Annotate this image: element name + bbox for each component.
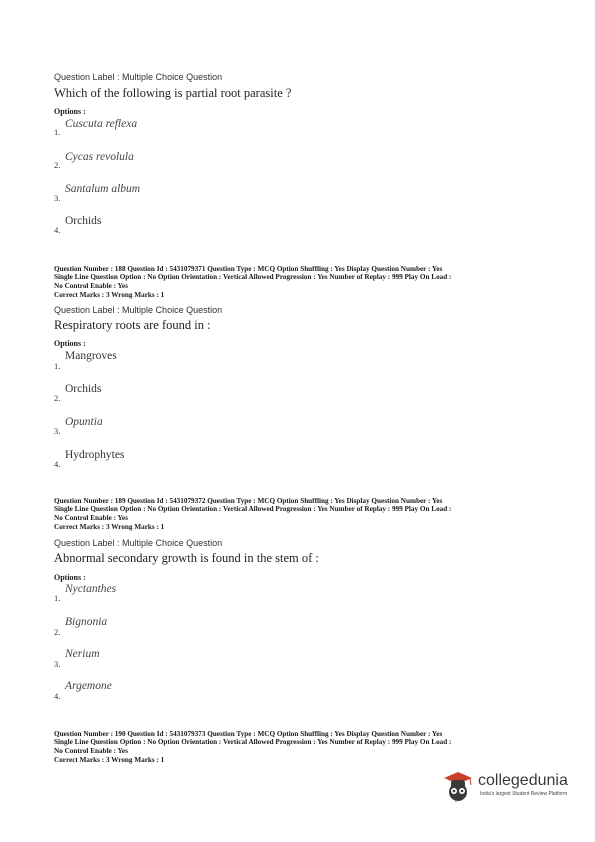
question-text: Abnormal secondary growth is found in the stem of : <box>54 551 319 565</box>
option-number: 4. <box>54 691 61 701</box>
option-text: Nyctanthes <box>65 583 117 595</box>
meta-line: No Control Enable : Yes <box>54 513 128 522</box>
question-meta <box>54 730 451 764</box>
option-text: Orchids <box>65 383 102 395</box>
logo-tagline: India's largest Student Review Platform <box>480 791 568 797</box>
option-number: 2. <box>54 393 61 403</box>
option-number: 1. <box>54 593 61 603</box>
graduate-mascot-icon <box>440 768 476 804</box>
option-number: 3. <box>54 426 61 436</box>
question-text: Which of the following is partial root parasite ? <box>54 86 292 100</box>
option-text: Nerium <box>65 648 100 660</box>
option-number: 4. <box>54 225 61 235</box>
question-label: Question Label : Multiple Choice Question <box>54 72 223 82</box>
option-number: 1. <box>54 127 61 137</box>
option-text: Hydrophytes <box>65 449 125 461</box>
marks-line: Correct Marks : 3 Wrong Marks : 1 <box>54 755 165 764</box>
option-number: 2. <box>54 160 61 170</box>
option-number: 3. <box>54 193 61 203</box>
option-number: 1. <box>54 361 61 371</box>
option-text: Bignonia <box>65 616 108 628</box>
marks-line: Correct Marks : 3 Wrong Marks : 1 <box>54 290 165 299</box>
option-text: Argemone <box>65 680 112 692</box>
meta-line: No Control Enable : Yes <box>54 746 128 755</box>
meta-line: Single Line Question Option : No Option Orientation : Vertical Allowed Progression : Yes Number of Replay : 999 Play On Load : <box>54 273 452 282</box>
meta-line: Single Line Question Option : No Option Orientation : Vertical Allowed Progression : Yes Number of Replay : 999 Play On Load : <box>54 505 452 514</box>
page-dot <box>455 800 457 802</box>
logo-wordmark: collegedunia <box>478 772 568 789</box>
question-label: Question Label : Multiple Choice Question <box>54 305 223 315</box>
meta-line: Question Number : 189 Question Id : 5431079372 Question Type : MCQ Option Shuffling : Yes Display Question Number : Yes <box>54 497 443 505</box>
collegedunia-logo <box>440 768 580 804</box>
meta-line: Single Line Question Option : No Option Orientation : Vertical Allowed Progression : Yes Number of Replay : 999 Play On Load : <box>54 738 452 747</box>
question-text: Respiratory roots are found in : <box>54 318 211 332</box>
option-text: Orchids <box>65 215 102 227</box>
option-text: Opuntia <box>65 416 103 428</box>
option-text: Cuscuta reflexa <box>65 118 138 130</box>
options-label: Options : <box>54 339 86 348</box>
options-label: Options : <box>54 107 86 116</box>
options-label: Options : <box>54 573 86 582</box>
option-text: Mangroves <box>65 350 117 362</box>
option-number: 2. <box>54 627 61 637</box>
option-number: 4. <box>54 459 61 469</box>
option-text: Cycas revolula <box>65 151 134 163</box>
question-meta <box>54 265 451 299</box>
marks-line: Correct Marks : 3 Wrong Marks : 1 <box>54 522 165 531</box>
meta-line: Question Number : 190 Question Id : 5431079373 Question Type : MCQ Option Shuffling : Yes Display Question Number : Yes <box>54 730 443 738</box>
question-label: Question Label : Multiple Choice Question <box>54 538 223 548</box>
question-meta <box>54 497 451 531</box>
option-text: Santalum album <box>65 183 141 195</box>
meta-line: No Control Enable : Yes <box>54 281 128 290</box>
meta-line: Question Number : 188 Question Id : 5431079371 Question Type : MCQ Option Shuffling : Yes Display Question Number : Yes <box>54 265 443 273</box>
option-number: 3. <box>54 659 61 669</box>
